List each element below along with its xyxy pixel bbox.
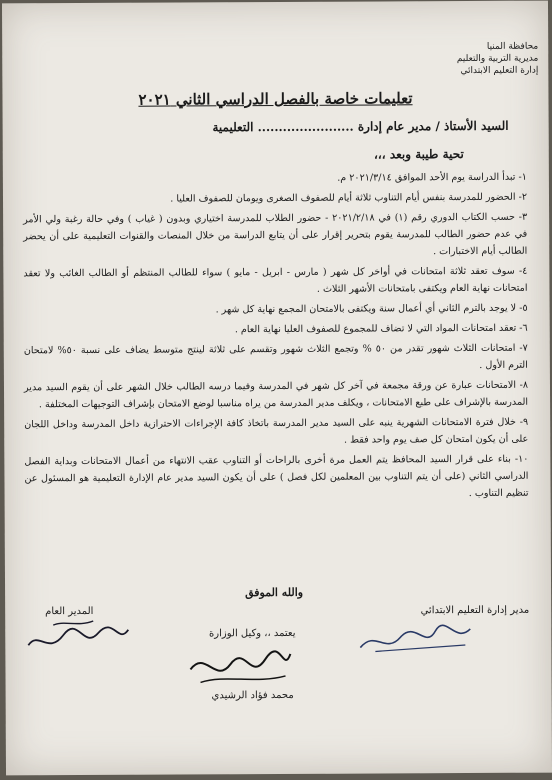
- list-item: ٧- امتحانات الثلاث شهور تقدر من ٥٠ % وتجمع الثلاث شهور وتقسم على ثلاثة لينتج متوسط يضاف على نسبة ٥٠% لامتحان الترم الأول .: [23, 342, 528, 371]
- list-item: ٢- الحضور للمدرسة بنفس أيام التناوب ثلاثة أيام للصفوف الصغرى ويومان للصفوف العليا .: [170, 191, 528, 205]
- list-item: ٨- الامتحانات عبارة عن ورقة مجمعة في آخر كل شهر في المدرسة وفيما درسه الطالب خلال الشهر على أن يقوم السيد مدير المدرسة بالإشراف على طبع الامتحانات ، ويكلف مدير المدرسة من يراه مناسبا لوضع الامتحان بإشراف التوجيهات المختلفة .: [23, 379, 529, 411]
- document-title: تعليمات خاصة بالفصل الدراسي الثاني ٢٠٢١: [138, 89, 413, 109]
- directorate-name: مديرية التربية والتعليم: [456, 53, 539, 65]
- handwritten-signature-center: [185, 644, 295, 690]
- list-item: ١٠- بناء على قرار السيد المحافظ يتم العمل مرة أخرى بالراحات أو التناوب عقب الانتهاء من أعمال الامتحانات وبداية الفصل الدراسي الثاني (على أن يتم التناوب بين المعلمين لكل فصل ) على أن يكون السيد مدير عام الإدارة التعليمية هو المسئول عن تنظيم التناوب .: [24, 453, 529, 499]
- signatory-name: محمد فؤاد الرشيدي: [211, 689, 294, 702]
- signature-primary-director: [421, 605, 530, 617]
- list-item: ٥- لا يوجد بالترم الثاني أي أعمال سنة ويكتفى بالامتحان المجمع نهاية كل شهر .: [215, 302, 528, 316]
- list-item: ٤- سوف تعقد ثلاثة امتحانات في أواخر كل شهر ( مارس - ابريل - مايو ) سواء للطالب المنتظم أو الطالب الغائب ولا تعقد امتحانات نهاية العام ويكتفى بامتحانات الأشهر الثلاث .: [23, 265, 528, 295]
- handwritten-signature-right: [355, 619, 475, 660]
- addressee: السيد الأستاذ / مدير عام إدارة ....................... التعليمية: [212, 118, 509, 135]
- signature-title: يعتمد ،، وكيل الوزارة: [209, 627, 296, 640]
- list-item: ٩- خلال فترة الامتحانات الشهرية ينبه على السيد مدير المدرسة باتخاذ كافة الإجراءات الاحترازية داخل المدرسة وداخل اللجان على أن يكون امتحان كل صف يوم واحد فقط .: [24, 416, 529, 446]
- instructions-list: [23, 169, 529, 508]
- department-name: إدارة التعليم الابتدائي: [460, 65, 539, 77]
- signature-title: المدير العام: [45, 605, 94, 618]
- signature-undersecretary: [177, 628, 327, 640]
- closing-phrase: والله الموفق: [245, 585, 304, 600]
- document-page: [2, 1, 552, 776]
- list-item: ٣- حسب الكتاب الدوري رقم (١) في ٢٠٢١/٢/١٨ - حضور الطلاب للمدرسة اختياري وبدون ( غياب ) وفي حالة رغبة ولي الأمر في عدم حضور الطالب للمدرسة يقوم بتحرير إقرار على أن يتابع الدراسة من خلال المنصات والقنوات التعليمية على أن يحضر الطالب أيام الاختبارات .: [23, 211, 528, 258]
- list-item: ٦- تعقد امتحانات المواد التي لا تضاف للمجموع للصفوف العليا نهاية العام .: [234, 322, 528, 336]
- list-item: ١- تبدأ الدراسة يوم الأحد الموافق ٢٠٢١/٣/١٤ م.: [337, 171, 527, 184]
- handwritten-signature-left: [23, 615, 133, 661]
- governorate-name: محافظة المنيا: [486, 41, 539, 52]
- greeting: تحية طيبة وبعد ،،،: [373, 147, 464, 162]
- signature-title: مدير إدارة التعليم الابتدائي: [420, 604, 530, 617]
- letterhead: [428, 41, 538, 78]
